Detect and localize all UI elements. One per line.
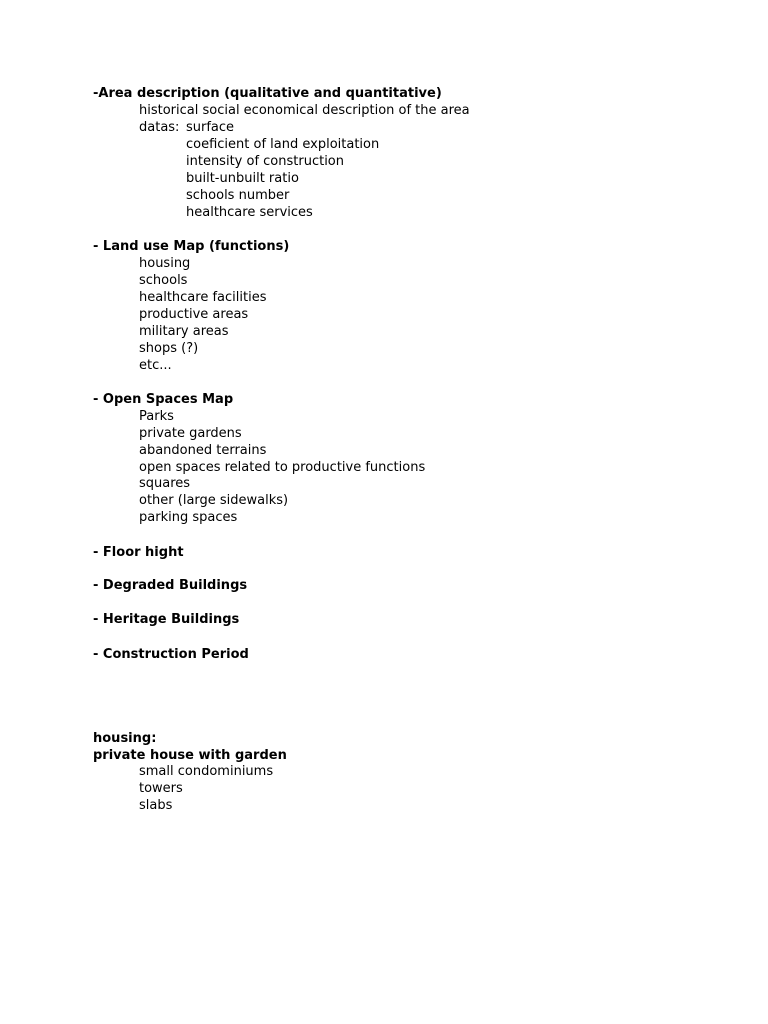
datas-item: surface bbox=[186, 120, 235, 135]
open-spaces-item: parking spaces bbox=[139, 510, 238, 525]
section-heading-degraded-buildings: - Degraded Buildings bbox=[93, 578, 248, 593]
datas-item: healthcare services bbox=[186, 205, 313, 220]
section-heading-floor-height: - Floor hight bbox=[93, 545, 184, 560]
open-spaces-item: other (large sidewalks) bbox=[139, 493, 289, 508]
housing-first-type: private house with garden bbox=[93, 748, 287, 763]
datas-item: coeficient of land exploitation bbox=[186, 137, 380, 152]
land-use-item: housing bbox=[139, 256, 191, 271]
housing-item: towers bbox=[139, 781, 183, 796]
open-spaces-item: private gardens bbox=[139, 426, 242, 441]
datas-item: schools number bbox=[186, 188, 290, 203]
open-spaces-item: Parks bbox=[139, 409, 174, 424]
land-use-item: shops (?) bbox=[139, 341, 199, 356]
land-use-item: military areas bbox=[139, 324, 229, 339]
land-use-item: schools bbox=[139, 273, 188, 288]
section-heading-heritage-buildings: - Heritage Buildings bbox=[93, 612, 240, 627]
land-use-item: productive areas bbox=[139, 307, 249, 322]
datas-label: datas: bbox=[139, 120, 180, 135]
datas-item: built-unbuilt ratio bbox=[186, 171, 299, 186]
section-heading-land-use-map: - Land use Map (functions) bbox=[93, 239, 290, 254]
datas-item: intensity of construction bbox=[186, 154, 344, 169]
section-heading-open-spaces-map: - Open Spaces Map bbox=[93, 392, 234, 407]
area-description-text: historical social economical description of the area bbox=[139, 103, 470, 118]
housing-item: slabs bbox=[139, 798, 173, 813]
open-spaces-item: abandoned terrains bbox=[139, 443, 267, 458]
land-use-item: healthcare facilities bbox=[139, 290, 267, 305]
section-heading-construction-period: - Construction Period bbox=[93, 647, 249, 662]
housing-label: housing: bbox=[93, 731, 157, 746]
section-heading-area-description: -Area description (qualitative and quantitative) bbox=[93, 86, 442, 101]
housing-item: small condominiums bbox=[139, 764, 274, 779]
land-use-item: etc... bbox=[139, 358, 172, 373]
open-spaces-item: squares bbox=[139, 476, 191, 491]
open-spaces-item: open spaces related to productive functions bbox=[139, 460, 426, 475]
